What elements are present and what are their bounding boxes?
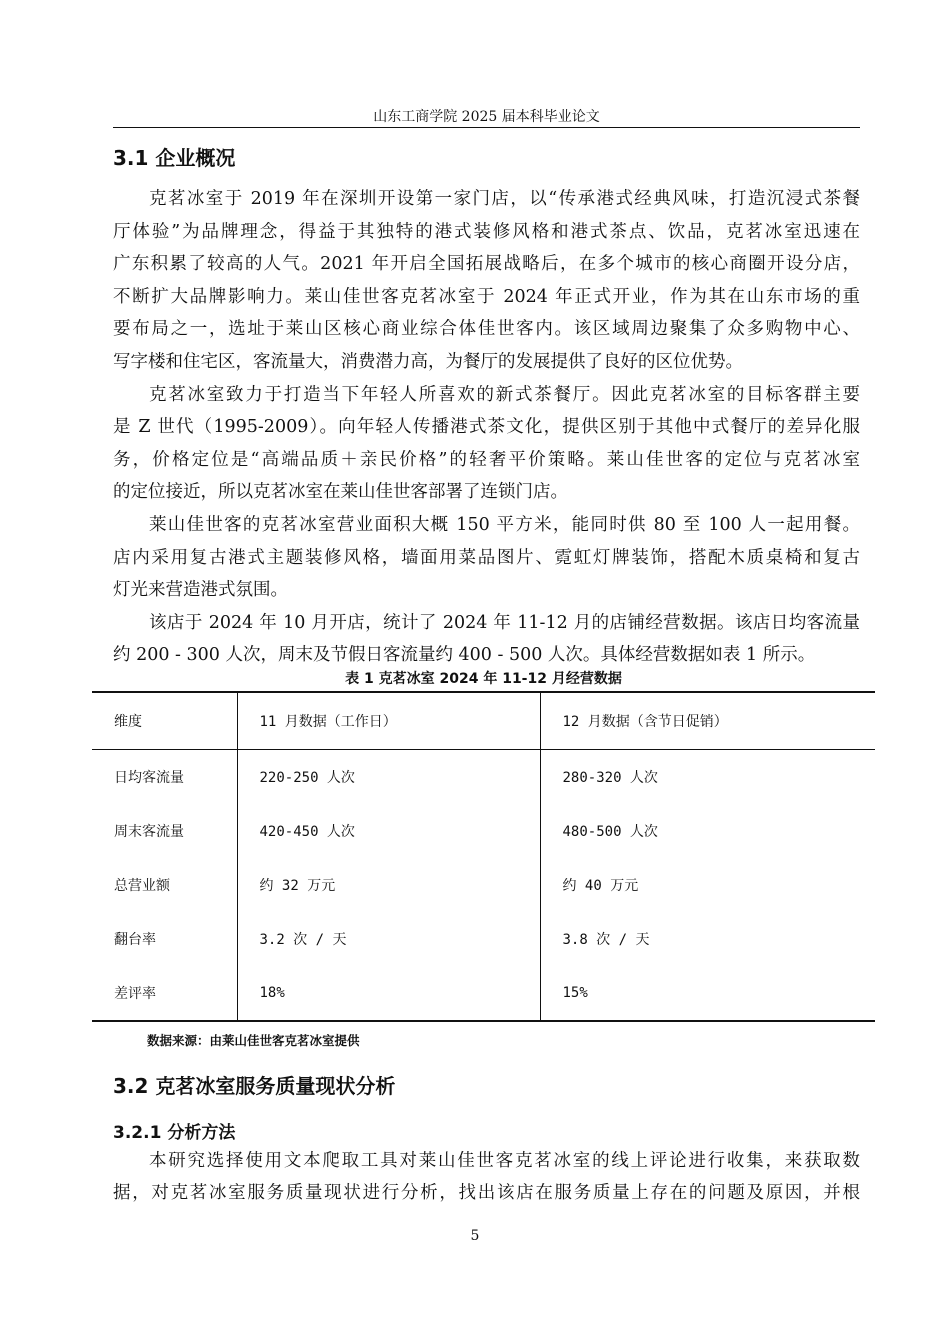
- operating-data-table: [92, 691, 875, 1022]
- paragraph-line: 莱山佳世客的克茗冰室营业面积大概 150 平方米，能同时供 80 至 100 人一起用餐。: [149, 515, 860, 535]
- header-rule: [113, 127, 860, 128]
- table-row: [92, 804, 875, 858]
- section-heading-3-2: 3.2 克茗冰室服务质量现状分析: [113, 1074, 396, 1098]
- table-cell: 420-450 人次: [237, 804, 540, 858]
- paragraph-line: 约 200 - 300 人次，周末及节假日客流量约 400 - 500 人次。具体经营数据如表 1 所示。: [113, 645, 816, 666]
- header-cell: 11 月数据（工作日）: [237, 692, 540, 750]
- paragraph-line: 写字楼和住宅区，客流量大，消费潜力高，为餐厅的发展提供了良好的区位优势。: [113, 352, 743, 372]
- table-cell: 220-250 人次: [237, 750, 540, 805]
- paragraph-line: 克茗冰室于 2019 年在深圳开设第一家门店，以“传承港式经典风味，打造沉浸式茶餐: [149, 189, 860, 209]
- table-cell: 约 40 万元: [540, 858, 875, 912]
- paragraph-line: 灯光来营造港式氛围。: [113, 580, 288, 601]
- paragraph-line: 该店于 2024 年 10 月开店，统计了 2024 年 11-12 月的店铺经营数据。该店日均客流量: [149, 612, 860, 633]
- table-cell: 总营业额: [114, 878, 170, 894]
- paragraph-line: 本研究选择使用文本爬取工具对莱山佳世客克茗冰室的线上评论进行收集，来获取数: [149, 1151, 860, 1171]
- page-number: 5: [470, 1228, 480, 1244]
- table-caption: 表 1 克茗冰室 2024 年 11-12 月经营数据: [345, 671, 622, 687]
- table-row: [92, 912, 875, 966]
- table-cell: 差评率: [114, 986, 156, 1002]
- paragraph-line: 的定位接近，所以克茗冰室在莱山佳世客部署了连锁门店。: [113, 482, 568, 503]
- table-cell: 翻台率: [114, 932, 156, 948]
- paragraph-line: 要布局之一，选址于莱山区核心商业综合体佳世客内。该区域周边聚集了众多购物中心、: [113, 319, 860, 340]
- table-cell: 18%: [237, 966, 540, 1021]
- paragraph-line: 厅体验”为品牌理念，得益于其独特的港式装修风格和港式茶点、饮品，克茗冰室迅速在: [113, 221, 860, 242]
- table-row: [92, 858, 875, 912]
- paragraph-line: 是 Z 世代（1995-2009）。向年轻人传播港式茶文化，提供区别于其他中式餐厅的差异化服: [113, 417, 860, 438]
- table-cell: 约 32 万元: [237, 858, 540, 912]
- section-heading-3-1: 3.1 企业概况: [113, 146, 236, 170]
- subsection-heading-3-2-1: 3.2.1 分析方法: [113, 1123, 236, 1143]
- table-cell: 15%: [540, 966, 875, 1021]
- paragraph-line: 广东积累了较高的人气。2021 年开启全国拓展战略后，在多个城市的核心商圈开设分店，: [113, 254, 860, 275]
- table-cell: 280-320 人次: [540, 750, 875, 805]
- header-cell: 12 月数据（含节日促销）: [540, 692, 875, 750]
- paragraph-line: 店内采用复古港式主题装修风格，墙面用菜品图片、霓虹灯牌装饰，搭配木质桌椅和复古: [113, 547, 860, 568]
- paragraph-line: 据，对克茗冰室服务质量现状进行分析，找出该店在服务质量上存在的问题及原因，并根: [113, 1183, 860, 1203]
- table-cell: 日均客流量: [114, 770, 184, 786]
- table-cell: 3.8 次 / 天: [540, 912, 875, 966]
- table-header-row: [92, 692, 875, 750]
- table-cell: 480-500 人次: [540, 804, 875, 858]
- table-source-note: 数据来源：由莱山佳世客克茗冰室提供: [147, 1033, 360, 1048]
- paragraph-line: 不断扩大品牌影响力。莱山佳世客克茗冰室于 2024 年正式开业，作为其在山东市场的重: [113, 286, 860, 307]
- header-cell: 维度: [92, 692, 237, 750]
- table-cell: 周末客流量: [114, 824, 184, 840]
- paragraph-line: 克茗冰室致力于打造当下年轻人所喜欢的新式茶餐厅。因此克茗冰室的目标客群主要: [149, 384, 860, 405]
- page-header: 山东工商学院 2025 届本科毕业论文: [373, 109, 600, 125]
- table-row: [92, 750, 875, 805]
- table-row: [92, 966, 875, 1021]
- table-cell: 3.2 次 / 天: [237, 912, 540, 966]
- paragraph-line: 务，价格定位是“高端品质＋亲民价格”的轻奢平价策略。莱山佳世客的定位与克茗冰室: [113, 449, 860, 470]
